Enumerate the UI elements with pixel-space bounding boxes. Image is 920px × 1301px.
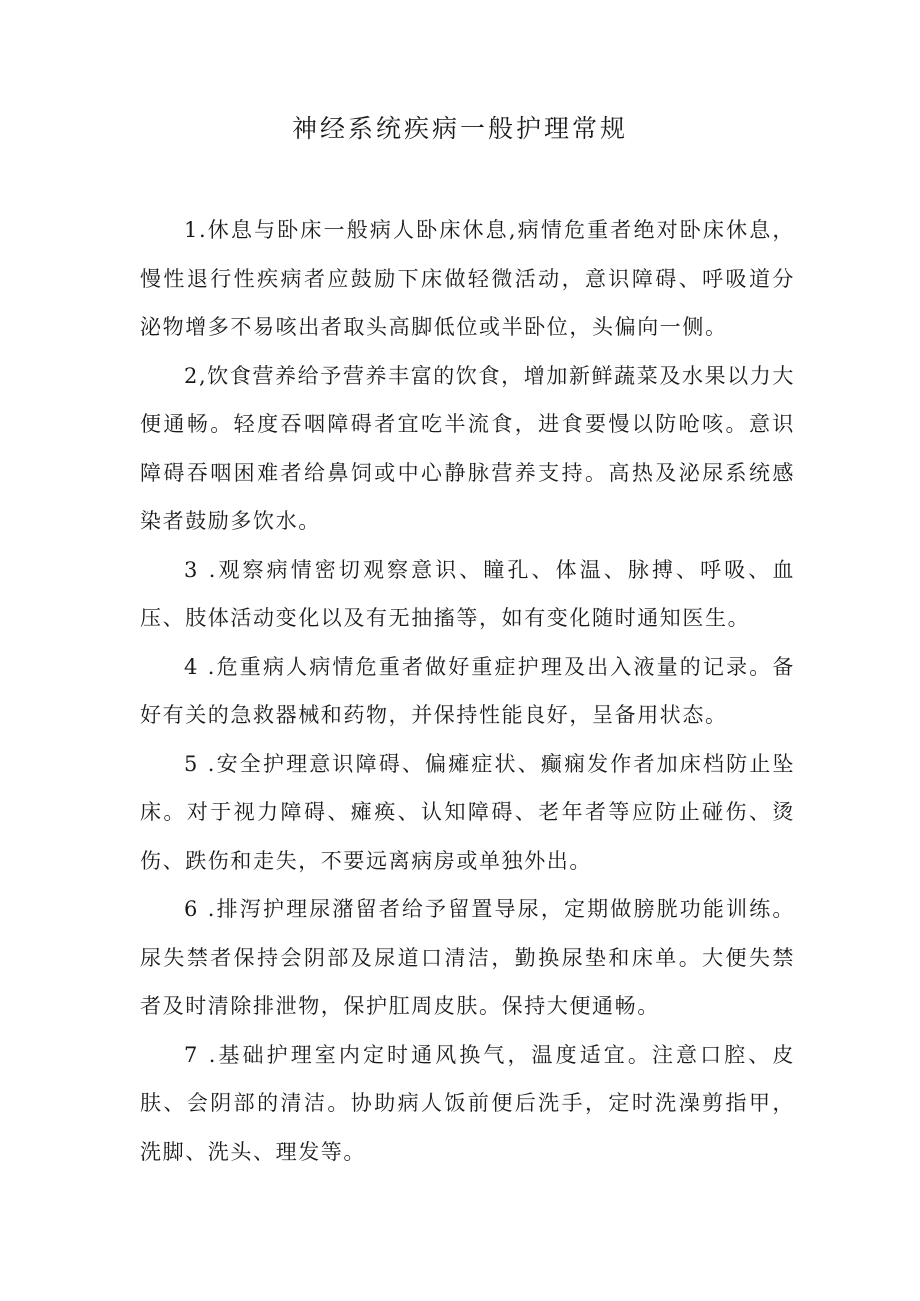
paragraph-diet: 2,饮食营养给予营养丰富的饮食，增加新鲜蔬菜及水果以力大便通畅。轻度吞咽障碍者宜吃半流食，进食要慢以防呛咳。意识障碍吞咽困难者给鼻饲或中心静脉营养支持。高热及泌尿系统感染者鼓励多饮水。 xyxy=(140,363,795,533)
paragraph-basic-care: 7 .基础护理室内定时通风换气，温度适宜。注意口腔、皮肤、会阴部的清洁。协助病人饭前便后洗手，定时洗澡剪指甲，洗脚、洗头、理发等。 xyxy=(140,1042,795,1164)
paragraph-observation: 3 .观察病情密切观察意识、瞳孔、体温、脉搏、呼吸、血压、肢体活动变化以及有无抽搐等，如有变化随时通知医生。 xyxy=(140,557,795,630)
paragraph-excretion: 6 .排泻护理尿潴留者给予留置导尿，定期做膀胱功能训练。尿失禁者保持会阴部及尿道口清洁，勤换尿垫和床单。大便失禁者及时清除排泄物，保护肛周皮肤。保持大便通畅。 xyxy=(140,897,795,1018)
paragraph-critical-care: 4 .危重病人病情危重者做好重症护理及出入液量的记录。备好有关的急救器械和药物，并保持性能良好，呈备用状态。 xyxy=(140,654,795,727)
document-body xyxy=(140,206,795,1176)
paragraph-safety: 5 .安全护理意识障碍、偏瘫症状、癫痫发作者加床档防止坠床。对于视力障碍、瘫痪、认知障碍、老年者等应防止碰伤、烫伤、跌伤和走失，不要远离病房或单独外出。 xyxy=(140,751,795,873)
document-title: 神经系统疾病一般护理常规 xyxy=(291,114,628,143)
paragraph-rest: 1.休息与卧床一般病人卧床休息,病情危重者绝对卧床休息，慢性退行性疾病者应鼓励下床做轻微活动，意识障碍、呼吸道分泌物增多不易咳出者取头高脚低位或半卧位，头偏向一侧。 xyxy=(140,218,795,339)
